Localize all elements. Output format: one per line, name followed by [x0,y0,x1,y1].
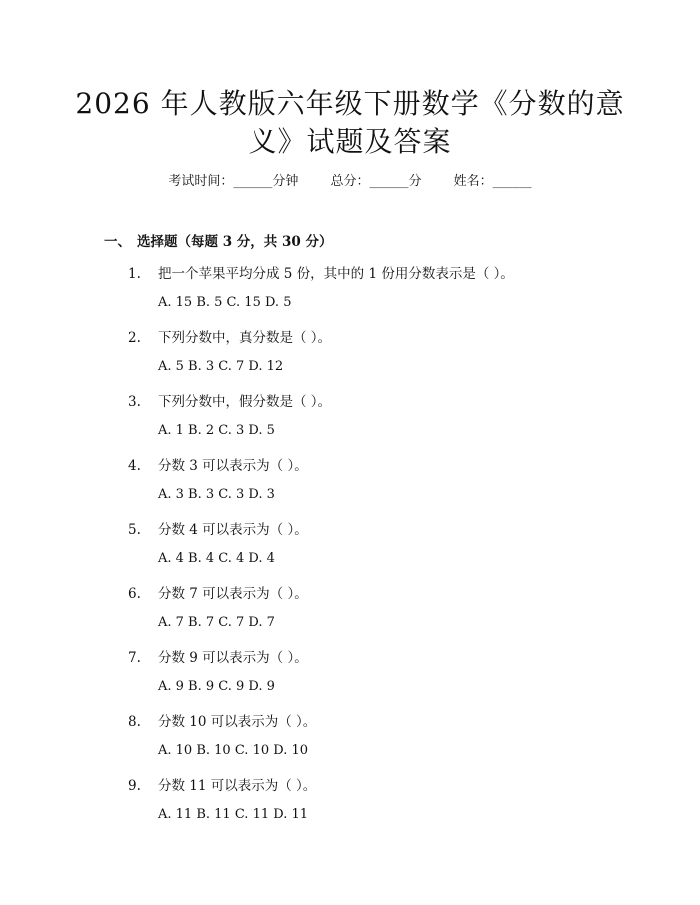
question-text: 分数 3 可以表示为（ ）。 [158,458,308,474]
question-number: 6. [128,586,141,602]
section-title: 选择题（每题 3 分，共 30 分） [137,234,333,250]
question-options: A. 15 B. 5 C. 15 D. 5 [158,295,292,310]
exam-meta [0,170,700,189]
question-text: 分数 7 可以表示为（ ）。 [158,586,308,602]
question-number: 3. [128,394,141,410]
question-options: A. 10 B. 10 C. 10 D. 10 [158,743,309,758]
question-number: 2. [128,330,141,346]
question [128,326,331,346]
question-text: 把一个苹果平均分成 5 份，其中的 1 份用分数表示是（ ）。 [158,266,514,282]
question-options: A. 9 B. 9 C. 9 D. 9 [158,679,275,694]
student-name: 姓名：______ [453,174,532,189]
question-number: 4. [128,458,141,474]
question-number: 1. [128,266,141,282]
question [128,262,514,282]
question [128,774,316,794]
question-text: 下列分数中，真分数是（ ）。 [158,330,332,346]
question [128,710,316,730]
question-text: 分数 11 可以表示为（ ）。 [158,778,317,794]
question-number: 9. [128,778,141,794]
question-options: A. 11 B. 11 C. 11 D. 11 [158,807,309,822]
question-number: 7. [128,650,141,666]
question-options: A. 4 B. 4 C. 4 D. 4 [158,551,275,566]
question [128,454,308,474]
section-heading [104,230,332,250]
section-number: 一、 [104,234,131,250]
question-number: 8. [128,714,141,730]
question-options: A. 1 B. 2 C. 3 D. 5 [158,423,275,438]
question [128,390,331,410]
question-number: 5. [128,522,141,538]
question-options: A. 7 B. 7 C. 7 D. 7 [158,615,275,630]
question-text: 下列分数中，假分数是（ ）。 [158,394,332,410]
question-text: 分数 9 可以表示为（ ）。 [158,650,308,666]
question-text: 分数 10 可以表示为（ ）。 [158,714,317,730]
question [128,582,308,602]
question-options: A. 3 B. 3 C. 3 D. 3 [158,487,275,502]
question [128,646,308,666]
question-text: 分数 4 可以表示为（ ）。 [158,522,308,538]
question-options: A. 5 B. 3 C. 7 D. 12 [158,359,284,374]
exam-time: 考试时间：______分钟 [168,174,299,189]
total-score: 总分：______分 [330,174,422,189]
question [128,518,308,538]
page-title-line-1: 2026 年人教版六年级下册数学《分数的意 [75,87,625,120]
page-title-line-2: 义》试题及答案 [248,125,452,158]
